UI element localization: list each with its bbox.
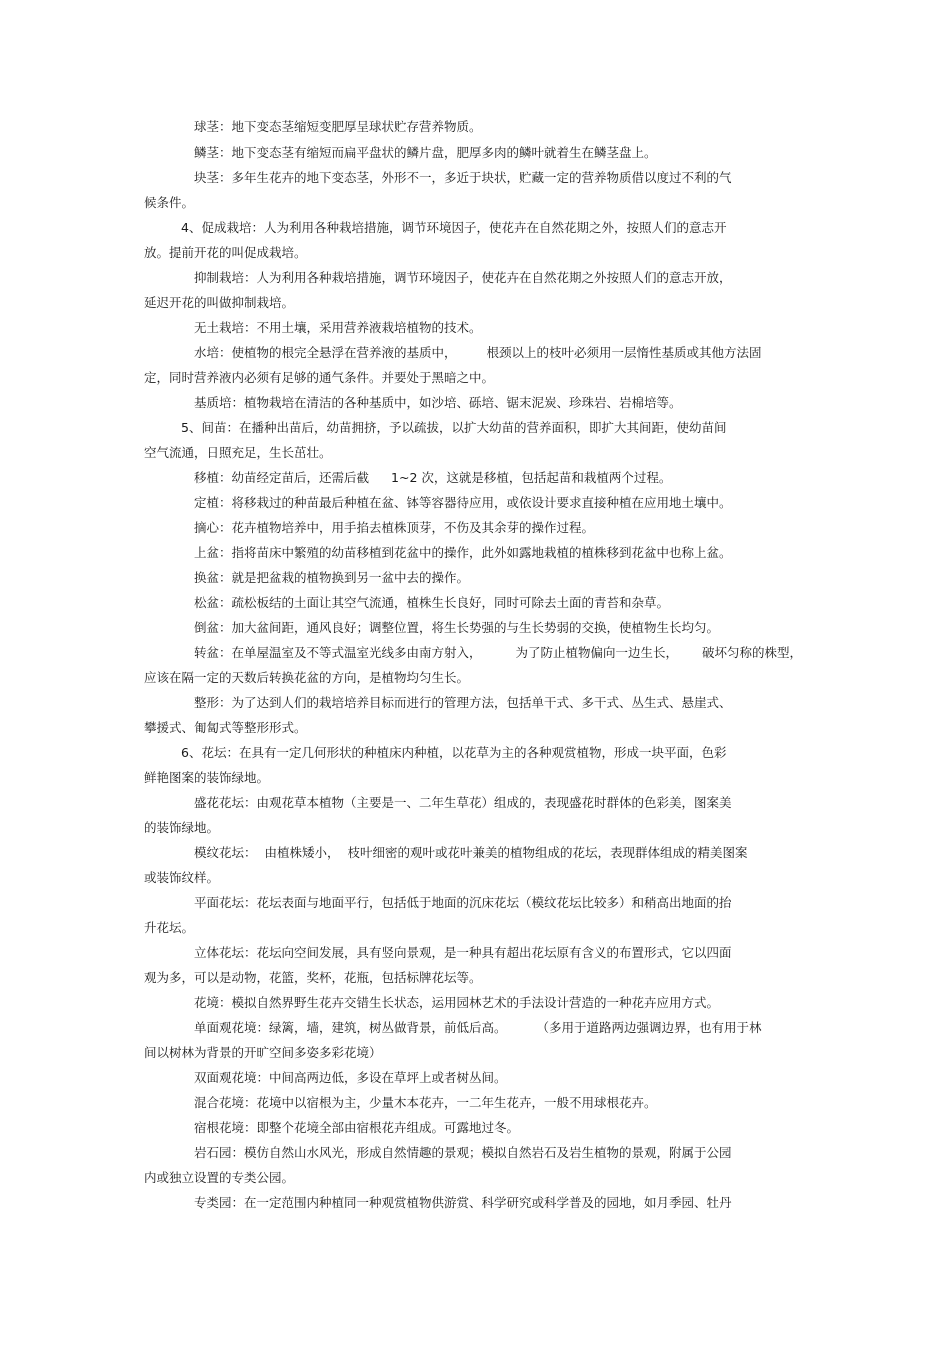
text-line: 花境：模拟自然界野生花卉交错生长状态，运用园林艺术的手法设计营造的一种花卉应用方式。 [194,995,720,1010]
text-line: 空气流通，日照充足，生长茁壮。 [144,445,332,460]
text-line: 上盆：指将苗床中繁殖的幼苗移植到花盆中的操作，此外如露地栽植的植株移到花盆中也称上盆。 [194,545,732,560]
text-line: 内或独立设置的专类公园。 [144,1170,295,1185]
text-line: 攀援式、匍匐式等整形形式。 [144,720,307,735]
text-line: 应该在隔一定的天数后转换花盆的方向，是植物均匀生长。 [144,670,470,685]
text-line: 升花坛。 [144,920,195,935]
text-line: 鳞茎：地下变态茎有缩短而扁平盘状的鳞片盘，肥厚多肉的鳞叶就着生在鳞茎盘上。 [194,145,657,160]
text-segment: 水培：使植物的根完全悬浮在营养液的基质中， [194,345,457,360]
text-segment: 由植株矮小， [264,845,340,860]
text-line: 鲜艳图案的装饰绿地。 [144,770,270,785]
text-line: 盛花花坛：由观花草本植物（主要是一、二年生草花）组成的，表现盛花时群体的色彩美，图案美 [194,795,732,810]
text-line [194,645,802,661]
text-line: 5、间苗：在播种出苗后，幼苗拥挤，予以疏拔，以扩大幼苗的营养面积，即扩大其间距，使幼苗间 [181,420,727,435]
text-segment: 单面观花境：绿篱，墙，建筑，树丛做背景，前低后高。 [194,1020,507,1035]
text-line: 抑制栽培：人为利用各种栽培措施，调节环境因子，使花卉在自然花期之外按照人们的意志开放， [194,270,732,285]
text-line: 基质培：植物栽培在清洁的各种基质中，如沙培、砾培、锯末泥炭、珍珠岩、岩棉培等。 [194,395,682,410]
text-line: 4、促成栽培：人为利用各种栽培措施，调节环境因子，使花卉在自然花期之外，按照人们的意志开 [181,220,727,235]
text-line [194,1020,762,1036]
text-segment: 模纹花坛： [194,845,257,860]
text-segment: 移植：幼苗经定苗后，还需后截 [194,470,370,485]
text-segment: 破坏匀称的株型， [702,645,803,660]
text-line: 平面花坛：花坛表面与地面平行，包括低于地面的沉床花坛（模纹花坛比较多）和稍高出地面的抬 [194,895,732,910]
text-line: 定植：将移栽过的种苗最后种植在盆、钵等容器待应用，或依设计要求直接种植在应用地土壤中。 [194,495,732,510]
text-line: 整形：为了达到人们的栽培培养目标而进行的管理方法，包括单干式、多干式、丛生式、悬崖式、 [194,695,732,710]
text-line: 延迟开花的叫做抑制栽培。 [144,295,295,310]
text-segment: （多用于道路两边强调边界，也有用于林 [536,1020,762,1035]
text-line: 块茎：多年生花卉的地下变态茎，外形不一，多近于块状，贮藏一定的营养物质借以度过不利的气 [194,170,732,185]
text-line: 松盆：疏松板结的土面让其空气流通，植株生长良好，同时可除去土面的青苔和杂草。 [194,595,670,610]
text-line: 或装饰纹样。 [144,870,220,885]
text-line: 换盆：就是把盆栽的植物换到另一盆中去的操作。 [194,570,470,585]
text-line: 观为多，可以是动物，花篮，奖杯，花瓶，包括标牌花坛等。 [144,970,482,985]
text-line [194,470,671,486]
text-line: 间以树林为背景的开旷空间多姿多彩花境） [144,1045,382,1060]
text-line [194,845,748,861]
text-line: 混合花境：花境中以宿根为主，少量木本花卉，一二年生花卉，一般不用球根花卉。 [194,1095,657,1110]
text-segment: 1~2 次，这就是移植，包括起苗和栽植两个过程。 [391,470,672,485]
text-line: 专类园：在一定范围内种植同一种观赏植物供游赏、科学研究或科学普及的园地，如月季园、牡丹 [194,1195,732,1210]
text-line: 岩石园：模仿自然山水风光，形成自然情趣的景观；模拟自然岩石及岩生植物的景观，附属于公园 [194,1145,732,1160]
text-line: 候条件。 [144,195,195,210]
text-line [194,345,762,361]
text-segment: 为了防止植物偏向一边生长， [515,645,679,660]
text-line: 6、花坛：在具有一定几何形状的种植床内种植，以花草为主的各种观赏植物，形成一块平面，色彩 [181,745,727,760]
text-line: 双面观花境：中间高两边低，多设在草坪上或者树丛间。 [194,1070,507,1085]
text-line: 立体花坛：花坛向空间发展，具有竖向景观，是一种具有超出花坛原有含义的布置形式，它以四面 [194,945,732,960]
text-line: 倒盆：加大盆间距，通风良好；调整位置，将生长势强的与生长势弱的交换，使植物生长均匀。 [194,620,720,635]
text-segment: 根颈以上的枝叶必须用一层惰性基质或其他方法固 [486,345,762,360]
text-line: 球茎：地下变态茎缩短变肥厚呈球状贮存营养物质。 [194,119,482,134]
text-segment: 转盆：在单屋温室及不等式温室光线多由南方射入， [194,645,482,660]
text-line: 的装饰绿地。 [144,820,220,835]
text-line: 定，同时营养液内必须有足够的通气条件。并要处于黑暗之中。 [144,370,495,385]
text-line: 放。提前开花的叫促成栽培。 [144,245,307,260]
text-segment: 枝叶细密的观叶或花叶兼美的植物组成的花坛，表现群体组成的精美图案 [347,845,748,860]
text-line: 宿根花境：即整个花境全部由宿根花卉组成。可露地过冬。 [194,1120,520,1135]
text-line: 摘心：花卉植物培养中，用手掐去植株顶芽，不伤及其余芽的操作过程。 [194,520,595,535]
text-line: 无土栽培：不用土壤，采用营养液栽培植物的技术。 [194,320,482,335]
